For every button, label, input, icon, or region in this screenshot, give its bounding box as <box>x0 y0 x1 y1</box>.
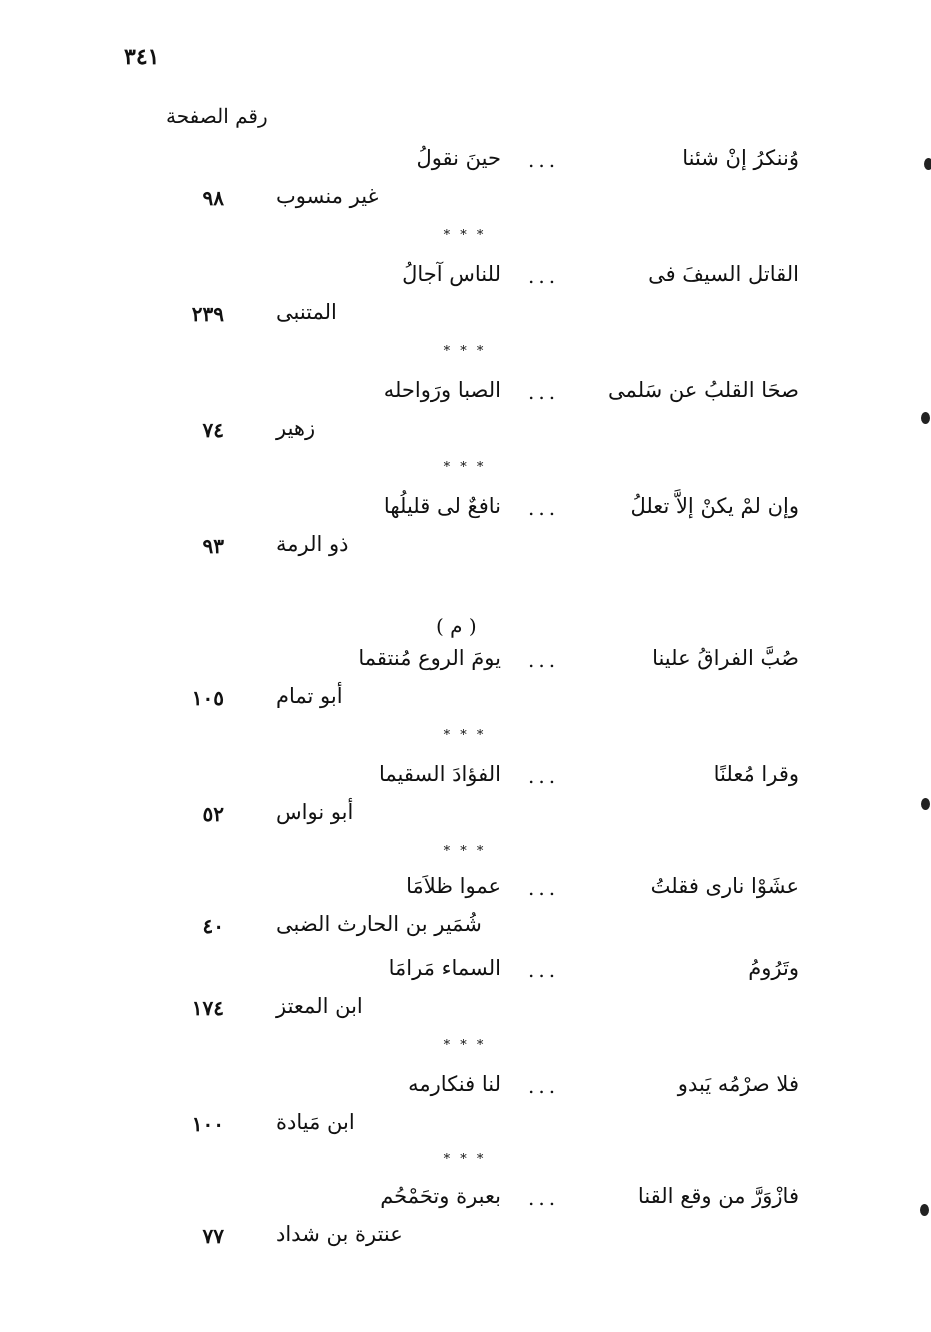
poet-name: ابن مَيادة <box>276 1110 355 1134</box>
second-hemistich: حينَ نقولُ <box>416 146 501 170</box>
separator-stars: * * * <box>443 844 487 859</box>
second-hemistich: الفؤادَ السقيما <box>378 762 501 786</box>
second-hemistich: للناس آجالُ <box>402 262 501 286</box>
poet-name: شُمَير بن الحارث الضبى <box>276 912 482 936</box>
first-hemistich: القاتل السيفَ فى <box>648 262 799 286</box>
poet-name: ذو الرمة <box>276 532 349 556</box>
second-hemistich: بعبرة وتحَمْحُم <box>380 1184 501 1208</box>
ellipsis: ... <box>528 648 560 672</box>
separator-stars: * * * <box>443 1152 487 1167</box>
first-hemistich: وُننكرُ إنْ شئنا <box>682 146 799 170</box>
poet-name: أبو نواس <box>276 800 354 824</box>
page-reference: ٩٣ <box>202 534 224 558</box>
binding-hole-mark <box>921 798 930 810</box>
page-reference: ٧٤ <box>202 418 224 442</box>
ellipsis: ... <box>528 380 560 404</box>
page-reference: ٤٠ <box>202 914 224 938</box>
first-hemistich: فازْوَرَّ من وقع القنا <box>637 1184 799 1208</box>
first-hemistich: وقرا مُعلنًا <box>713 762 799 786</box>
page-reference: ٢٣٩ <box>191 302 224 326</box>
column-header: رقم الصفحة <box>166 104 268 128</box>
page-reference: ٩٨ <box>202 186 224 210</box>
first-hemistich: فلا صرْمُه يَبدو <box>677 1072 799 1096</box>
second-hemistich: الصبا ورَواحله <box>383 378 501 402</box>
ellipsis: ... <box>528 764 560 788</box>
section-heading: ( م ) <box>436 614 477 638</box>
separator-stars: * * * <box>443 228 487 243</box>
separator-stars: * * * <box>443 1038 487 1053</box>
ellipsis: ... <box>528 958 560 982</box>
poet-name: عنترة بن شداد <box>276 1222 403 1246</box>
binding-hole-mark <box>921 412 930 424</box>
page-reference: ٧٧ <box>202 1224 224 1248</box>
poet-name: غير منسوب <box>276 184 379 208</box>
second-hemistich: عموا ظلاَمَا <box>406 874 501 898</box>
ellipsis: ... <box>528 496 560 520</box>
ellipsis: ... <box>528 1186 560 1210</box>
first-hemistich: صُبَّ الفراقُ علينا <box>652 646 799 670</box>
second-hemistich: نافعٌ لى قليلُها <box>383 494 501 518</box>
separator-stars: * * * <box>443 344 487 359</box>
separator-stars: * * * <box>443 460 487 475</box>
page-reference: ١٧٤ <box>191 996 224 1020</box>
page-reference: ٥٢ <box>202 802 224 826</box>
ellipsis: ... <box>528 148 560 172</box>
first-hemistich: وإن لمْ يكنْ إلاَّ تعللُ <box>630 494 799 518</box>
poet-name: أبو تمام <box>276 684 343 708</box>
first-hemistich: وتَرُومُ <box>748 956 799 980</box>
binding-hole-mark <box>924 158 931 170</box>
separator-stars: * * * <box>443 728 487 743</box>
poet-name: زهير <box>276 416 316 440</box>
second-hemistich: يومَ الروع مُنتقما <box>358 646 501 670</box>
poet-name: ابن المعتز <box>276 994 363 1018</box>
second-hemistich: لنا فنكارمه <box>408 1072 501 1096</box>
ellipsis: ... <box>528 1074 560 1098</box>
ellipsis: ... <box>528 264 560 288</box>
verse-entry <box>0 494 931 590</box>
page-reference: ١٠٥ <box>191 686 224 710</box>
verse-entry <box>0 1184 931 1280</box>
ellipsis: ... <box>528 876 560 900</box>
binding-hole-mark <box>920 1204 929 1216</box>
first-hemistich: صحَا القلبُ عن سَلمى <box>608 378 799 402</box>
poet-name: المتنبى <box>276 300 337 324</box>
page-reference: ١٠٠ <box>191 1112 224 1136</box>
page-number: ٣٤١ <box>124 44 160 70</box>
first-hemistich: عشَوْا نارى فقلتُ <box>650 874 799 898</box>
second-hemistich: السماء مَرامَا <box>388 956 501 980</box>
